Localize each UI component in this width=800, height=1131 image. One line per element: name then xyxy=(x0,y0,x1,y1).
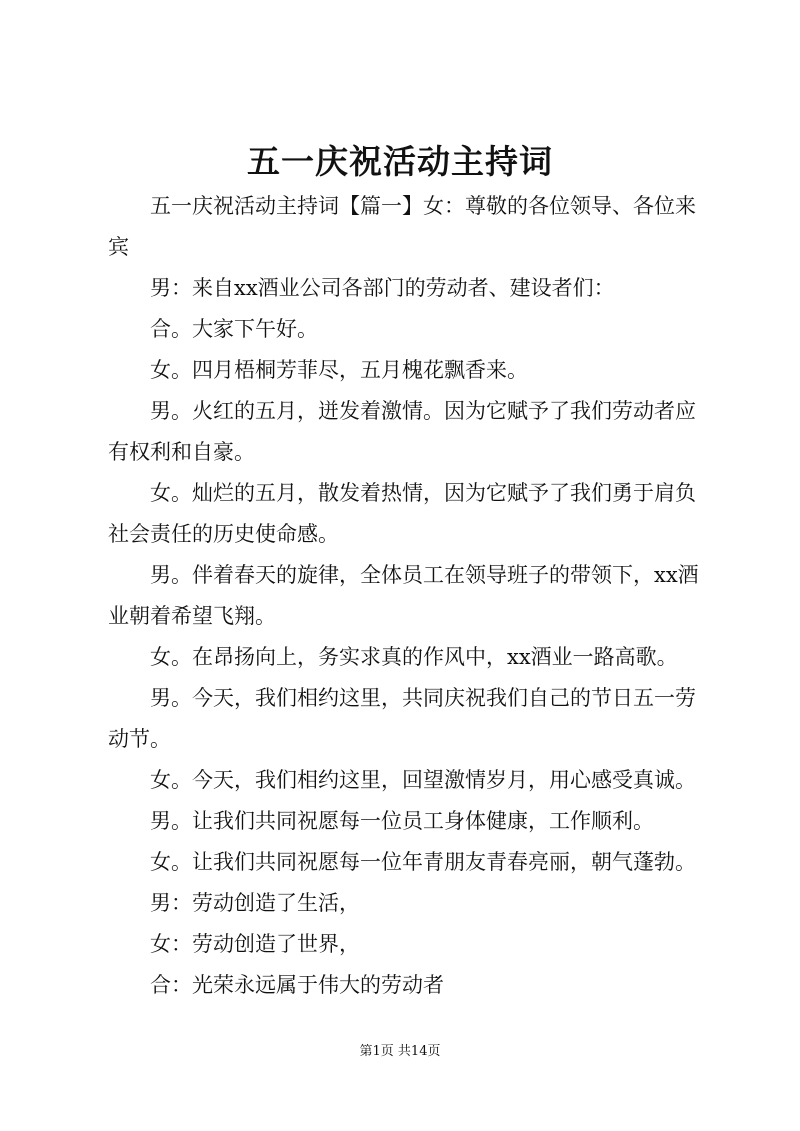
paragraph: 合：光荣永远属于伟大的劳动者 xyxy=(150,973,444,997)
paragraph: 女。今天，我们相约这里，回望激情岁月，用心感受真诚。 xyxy=(150,768,696,792)
document-title: 五一庆祝活动主持词 xyxy=(247,142,553,181)
paragraph: 男。伴着春天的旋律，全体员工在领导班子的带领下，xx酒业朝着希望飞翔。 xyxy=(108,563,699,628)
paragraph: 男：来自xx酒业公司各部门的劳动者、建设者们： xyxy=(150,276,615,300)
document-body xyxy=(108,186,712,1006)
paragraph: 女。四月梧桐芳菲尽，五月槐花飘香来。 xyxy=(150,358,528,382)
paragraph: 男。今天，我们相约这里，共同庆祝我们自己的节日五一劳动节。 xyxy=(108,686,696,751)
paragraph: 男。让我们共同祝愿每一位员工身体健康，工作顺利。 xyxy=(150,809,654,833)
paragraph: 女。在昂扬向上，务实求真的作风中，xx酒业一路高歌。 xyxy=(150,645,678,669)
paragraph: 男。火红的五月，迸发着激情。因为它赋予了我们劳动者应有权利和自豪。 xyxy=(108,399,696,464)
paragraph: 合。大家下午好。 xyxy=(150,317,318,341)
paragraph: 女：劳动创造了世界， xyxy=(150,932,360,956)
page-number-footer: 第1页 共14页 xyxy=(359,1044,441,1059)
paragraph: 男：劳动创造了生活， xyxy=(150,891,360,915)
paragraph: 女。让我们共同祝愿每一位年青朋友青春亮丽，朝气蓬勃。 xyxy=(150,850,696,874)
paragraph: 五一庆祝活动主持词【篇一】女：尊敬的各位领导、各位来宾 xyxy=(108,194,696,259)
paragraph: 女。灿烂的五月，散发着热情，因为它赋予了我们勇于肩负社会责任的历史使命感。 xyxy=(108,481,696,546)
